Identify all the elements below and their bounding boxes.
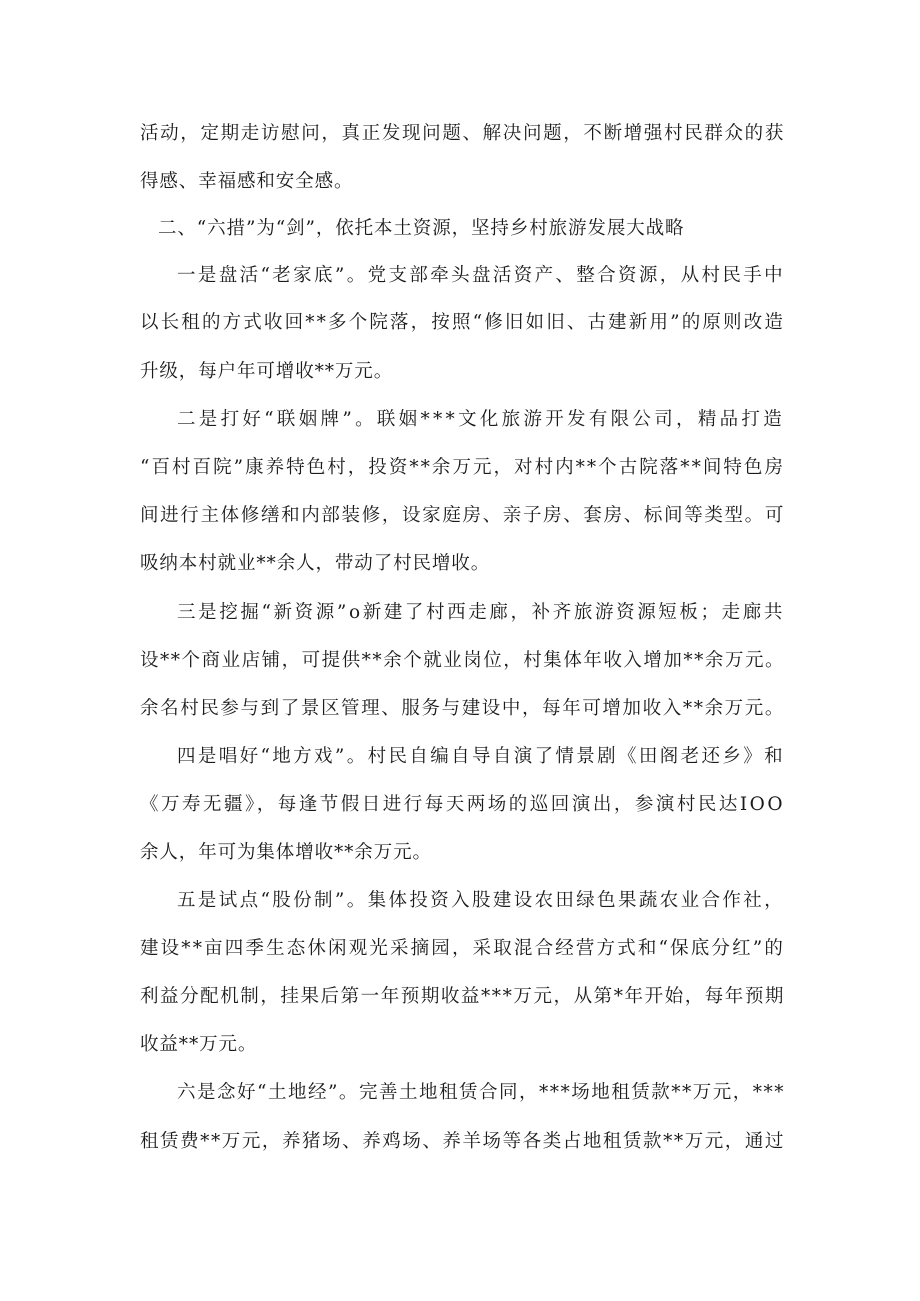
section-heading: 二、“六措”为“剑”，依托本土资源，坚持乡村旅游发展大战略 [158,218,685,239]
text-line: 《万寿无疆》，每逢节假日进行每天两场的巡回演出，参演村民达IOO [140,794,785,815]
text-line: 四是唱好“地方戏”。村民自编自导自演了情景剧《田阁老还乡》和 [177,746,785,767]
text-line: 余名村民参与到了景区管理、服务与建设中，每年可增加收入**余万元。 [140,698,785,719]
text-line: 得感、幸福感和安全感。 [140,171,354,192]
text-line: 一是盘活“老家底”。党支部牵头盘活资产、整合资源，从村民手中 [177,265,785,286]
text-line: 二是打好“联姻牌”。联姻***文化旅游开发有限公司，精品打造 [177,409,785,430]
text-line: 升级，每户年可增收**万元。 [140,361,394,382]
text-line: 设**个商业店铺，可提供**余个就业岗位，村集体年收入增加**余万元。 [140,650,785,671]
text-line: 三是挖掘“新资源”o新建了村西走廊，补齐旅游资源短板；走廊共 [177,602,785,623]
text-line: 六是念好“土地经”。完善土地租赁合同，***场地租赁款**万元，*** [177,1082,785,1103]
text-line: 利益分配机制，挂果后第一年预期收益***万元，从第*年开始，每年预期 [140,986,785,1007]
text-line: 余人，年可为集体增收**余万元。 [140,842,432,863]
text-line: 间进行主体修缮和内部装修，设家庭房、亲子房、套房、标间等类型。可 [140,505,785,526]
text-line: 建设**亩四季生态休闲观光采摘园，采取混合经营方式和“保底分红”的 [140,938,785,959]
text-line: 五是试点“股份制”。集体投资入股建设农田绿色果蔬农业合作社， [177,890,785,911]
text-line: 收益**万元。 [140,1034,258,1055]
text-line: 以长租的方式收回**多个院落，按照“修旧如旧、古建新用”的原则改造 [140,312,785,333]
text-line: 活动，定期走访慰问，真正发现问题、解决问题，不断增强村民群众的获 [140,123,785,144]
text-line: 吸纳本村就业**余人，带动了村民增收。 [140,553,491,574]
text-line: 租赁费**万元，养猪场、养鸡场、养羊场等各类占地租赁款**万元，通过 [140,1131,785,1152]
text-line: “百村百院”康养特色村，投资**余万元，对村内**个古院落**间特色房 [140,457,785,478]
